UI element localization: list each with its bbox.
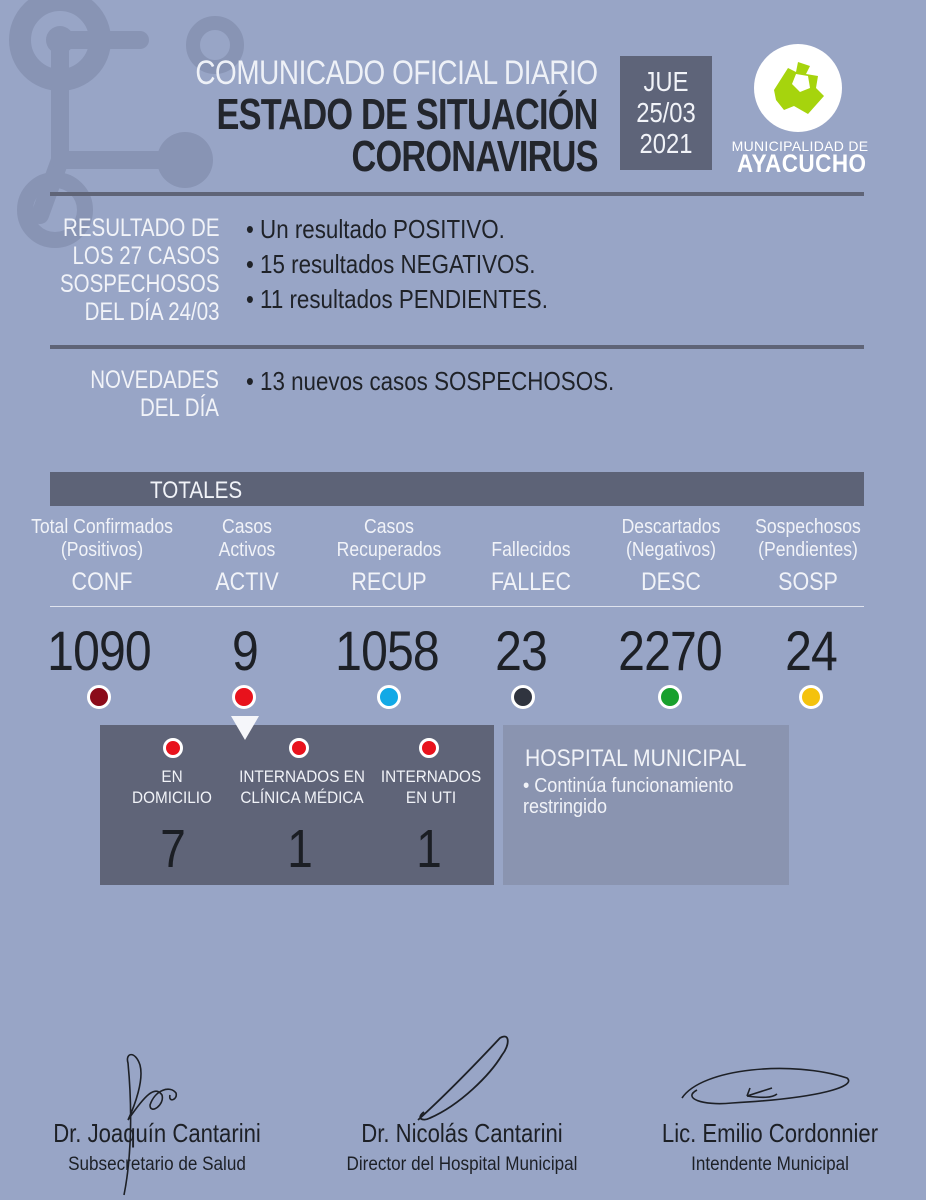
list-item: • 13 nuevos casos SOSPECHOSOS. <box>246 364 614 399</box>
column-code: SOSP <box>778 568 838 596</box>
signatory-role: Intendente Municipal <box>691 1154 849 1175</box>
date-date: 25/03 <box>636 97 696 128</box>
divider <box>50 192 864 196</box>
total-column-recup: Casos Recuperados RECUP <box>304 516 474 597</box>
news-list <box>246 364 614 399</box>
breakdown-label-domicilio: EN DOMICILIO <box>132 767 212 807</box>
status-dot-fallec <box>511 685 535 709</box>
breakdown-value-domicilio: 7 <box>160 819 186 879</box>
signatory-role: Subsecretario de Salud <box>68 1154 246 1175</box>
signatory-name: Dr. Joaquín Cantarini <box>53 1118 261 1148</box>
logo-line-2: AYACUCHO <box>737 150 867 178</box>
logo-line-1: MUNICIPALIDAD DE <box>731 138 869 154</box>
breakdown-label-uti: INTERNADOS EN UTI <box>380 767 482 807</box>
total-column-conf: Total Confirmados (Positivos) CONF <box>17 516 187 597</box>
breakdown-value-clinica: 1 <box>287 819 313 879</box>
total-value-fallec: 23 <box>495 619 547 682</box>
divider <box>50 606 864 607</box>
status-dot-recup <box>377 685 401 709</box>
date-year: 2021 <box>639 128 693 159</box>
signatory-name: Dr. Nicolás Cantarini <box>361 1118 563 1148</box>
list-item: • 15 resultados NEGATIVOS. <box>246 247 548 282</box>
results-list <box>246 212 548 317</box>
column-code: DESC <box>641 568 701 596</box>
divider <box>50 345 864 349</box>
hospital-title: HOSPITAL MUNICIPAL <box>525 745 747 772</box>
total-value-conf: 1090 <box>47 619 151 682</box>
total-column-sosp: Sospechosos (Pendientes) SOSP <box>723 516 893 597</box>
signatory-name: Lic. Emilio Cordonnier <box>661 1118 879 1148</box>
total-column-desc: Descartados (Negativos) DESC <box>586 516 756 597</box>
signature-drawing <box>410 1030 520 1130</box>
status-dot-sosp <box>799 685 823 709</box>
total-value-recup: 1058 <box>335 619 439 682</box>
status-dot <box>289 738 309 758</box>
signatory-role: Director del Hospital Municipal <box>346 1154 578 1175</box>
list-item: • 11 resultados PENDIENTES. <box>246 282 548 317</box>
column-code: FALLEC <box>490 568 572 596</box>
breakdown-label-clinica: INTERNADOS EN CLÍNICA MÉDICA <box>239 767 365 807</box>
hospital-status: • Continúa funcionamiento restringido <box>523 775 734 818</box>
status-dot-desc <box>658 685 682 709</box>
date-day: JUE <box>643 66 689 97</box>
date-box <box>620 56 712 170</box>
pointer-arrow-icon <box>231 716 259 740</box>
header-line-1: COMUNICADO OFICIAL DIARIO <box>195 54 598 92</box>
totals-title: TOTALES <box>150 477 243 504</box>
column-code: ACTIV <box>215 568 279 596</box>
status-dot-activ <box>232 685 256 709</box>
status-dot-conf <box>87 685 111 709</box>
total-value-desc: 2270 <box>618 619 722 682</box>
list-item: • Un resultado POSITIVO. <box>246 212 548 247</box>
status-dot <box>419 738 439 758</box>
column-code: CONF <box>71 568 133 596</box>
header-line-2: ESTADO DE SITUACIÓN <box>216 90 598 139</box>
total-value-activ: 9 <box>232 619 258 682</box>
total-value-sosp: 24 <box>785 619 837 682</box>
column-code: RECUP <box>351 568 427 596</box>
total-column-activ: Casos Activos ACTIV <box>162 516 332 597</box>
results-label: RESULTADO DE LOS 27 CASOS SOSPECHOSOS DEL DÍA 24/03 <box>59 214 220 326</box>
total-column-fallec: Fallecidos FALLEC <box>446 516 616 597</box>
signature-drawing <box>672 1058 862 1118</box>
logo <box>754 44 842 132</box>
breakdown-value-uti: 1 <box>416 819 442 879</box>
status-dot <box>163 738 183 758</box>
header-line-3: CORONAVIRUS <box>351 132 598 181</box>
news-label: NOVEDADES DEL DÍA <box>90 366 219 422</box>
map-icon <box>754 44 842 132</box>
